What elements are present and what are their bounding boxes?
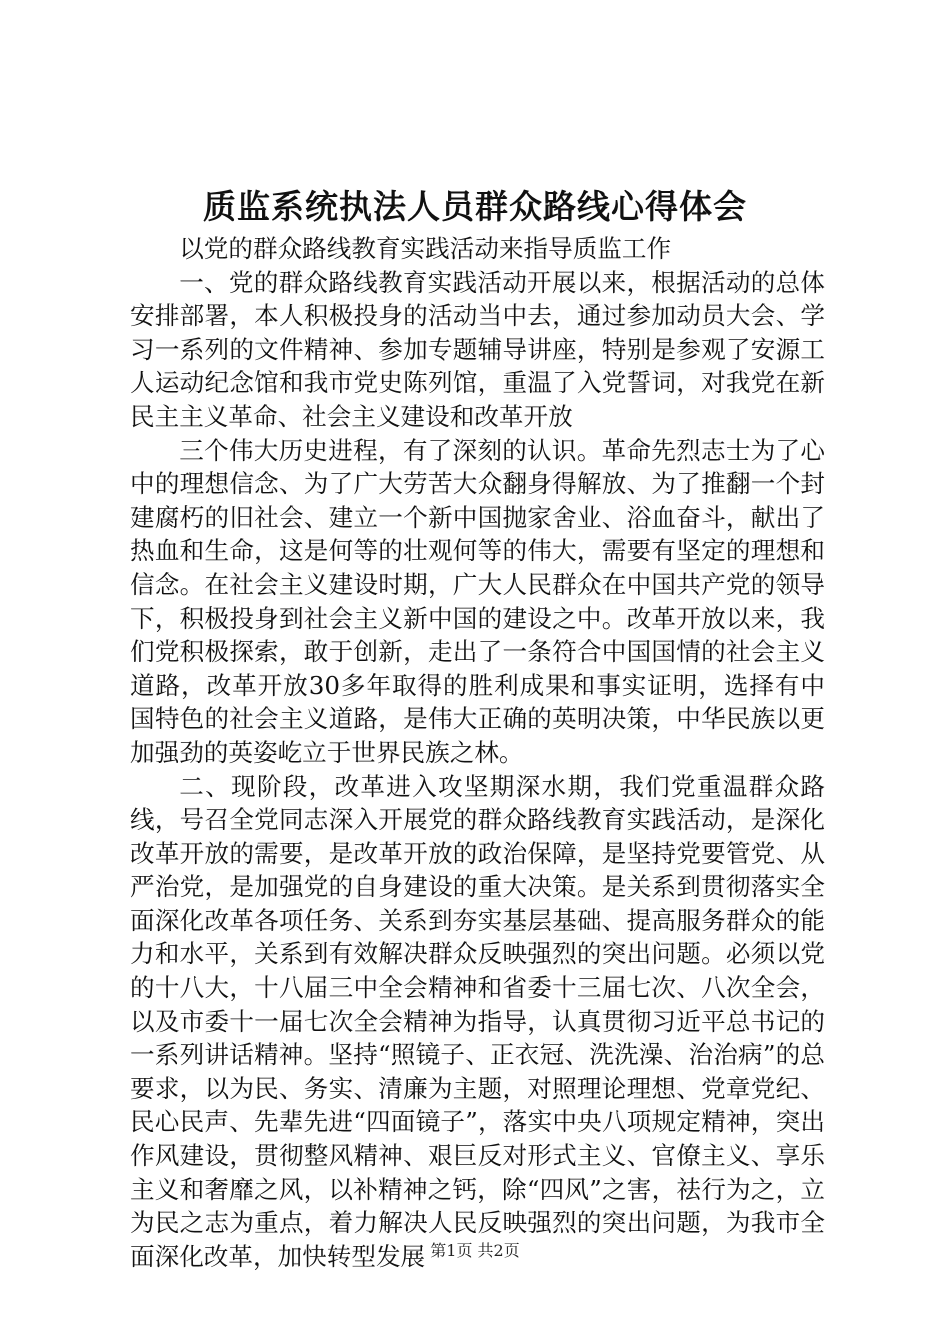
document-body: [130, 232, 825, 1273]
page-number-footer: 第1页 共2页: [430, 1241, 520, 1260]
paragraph-subtitle: 以党的群众路线教育实践活动来指导质监工作: [179, 234, 672, 263]
paragraph-section-1: 一、党的群众路线教育实践活动开展以来，根据活动的总体安排部署，本人积极投身的活动当中去，通过参加动员大会、学习一系列的文件精神、参加专题辅导讲座，特别是参观了安源工人运动纪念馆和我市党史陈列馆，重温了入党誓词，对我党在新民主主义革命、社会主义建设和改革开放: [130, 267, 825, 431]
paragraph-section-1-continued: 三个伟大历史进程，有了深刻的认识。革命先烈志士为了心中的理想信念、为了广大劳苦大众翻身得解放、为了推翻一个封建腐朽的旧社会、建立一个新中国抛家舍业、浴血奋斗，献出了热血和生命，这是何等的壮观何等的伟大，需要有坚定的理想和信念。在社会主义建设时期，广大人民群众在中国共产党的领导下，积极投身到社会主义新中国的建设之中。改革开放以来，我们党积极探索，敢于创新，走出了一条符合中国国情的社会主义道路，改革开放30多年取得的胜利成果和事实证明，选择有中国特色的社会主义道路，是伟大正确的英明决策，中华民族以更加强劲的英姿屹立于世界民族之林。: [130, 435, 825, 767]
document-title: 质监系统执法人员群众路线心得体会: [203, 187, 747, 226]
paragraph-section-2: 二、现阶段，改革进入攻坚期深水期，我们党重温群众路线，号召全党同志深入开展党的群众路线教育实践活动，是深化改革开放的需要，是改革开放的政治保障，是坚持党要管党、从严治党，是加强党的自身建设的重大决策。是关系到贯彻落实全面深化改革各项任务、关系到夯实基层基础、提高服务群众的能力和水平，关系到有效解决群众反映强烈的突出问题。必须以党的十八大，十八届三中全会精神和省委十三届七次、八次全会，以及市委十一届七次全会精神为指导，认真贯彻习近平总书记的一系列讲话精神。坚持“照镜子、正衣冠、洗洗澡、治治病”的总要求，以为民、务实、清廉为主题，对照理论理想、党章党纪、民心民声、先辈先进“四面镜子”，落实中央八项规定精神，突出作风建设，贯彻整风精神、艰巨反对形式主义、官僚主义、享乐主义和奢靡之风，以补精神之钙，除“四风”之害，祛行为之，立为民之志为重点，着力解决人民反映强烈的突出问题，为我市全面深化改革，加快转型发展: [130, 771, 825, 1271]
